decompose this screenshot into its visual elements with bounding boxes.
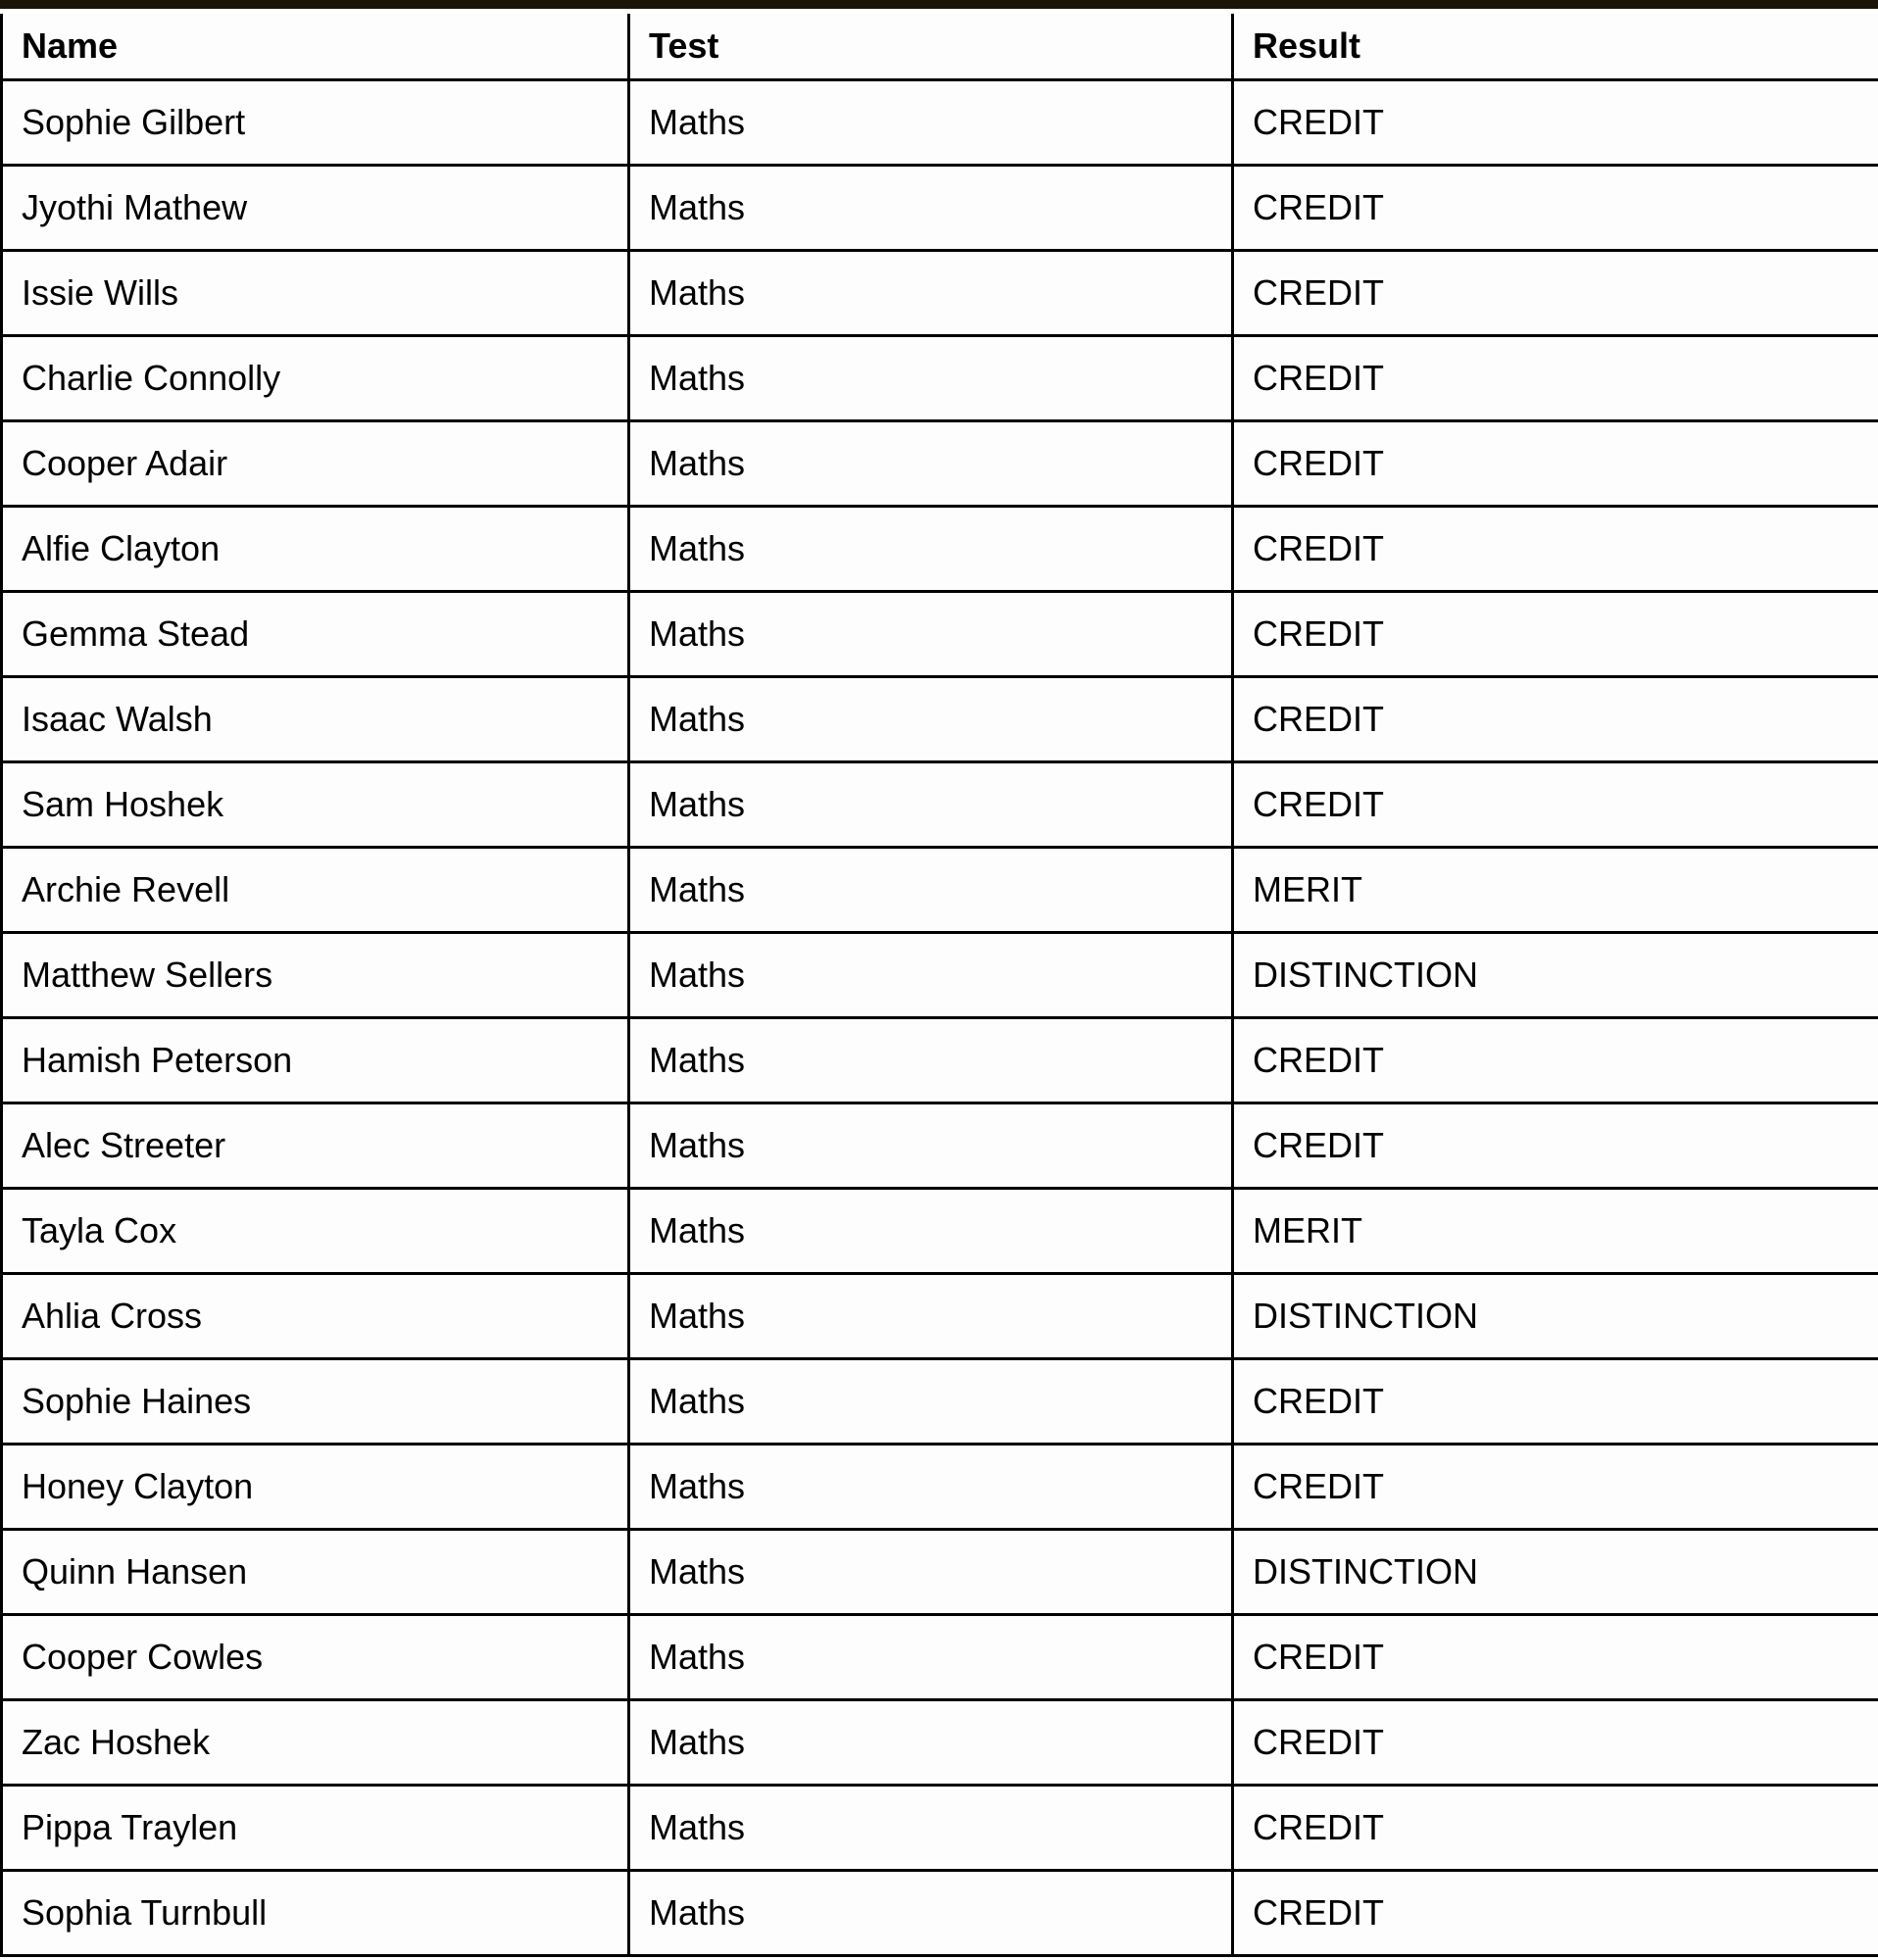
table-row xyxy=(2,1445,1878,1530)
student-name-cell: Sophie Haines xyxy=(2,1359,629,1445)
student-name-cell: Archie Revell xyxy=(2,848,629,933)
student-name-cell: Hamish Peterson xyxy=(2,1018,629,1103)
result-cell: CREDIT xyxy=(1233,1615,1878,1700)
test-cell: Maths xyxy=(629,1700,1233,1786)
result-cell: CREDIT xyxy=(1233,507,1878,592)
result-cell: CREDIT xyxy=(1233,336,1878,421)
test-cell: Maths xyxy=(629,592,1233,677)
student-name-cell: Alfie Clayton xyxy=(2,507,629,592)
table-row xyxy=(2,1274,1878,1359)
table-row xyxy=(2,166,1878,251)
result-cell: MERIT xyxy=(1233,848,1878,933)
result-cell: DISTINCTION xyxy=(1233,933,1878,1018)
table-row xyxy=(2,1530,1878,1615)
table-row xyxy=(2,80,1878,166)
result-cell: DISTINCTION xyxy=(1233,1530,1878,1615)
result-cell: CREDIT xyxy=(1233,166,1878,251)
student-name-cell: Cooper Adair xyxy=(2,421,629,507)
result-cell: CREDIT xyxy=(1233,1018,1878,1103)
table-row xyxy=(2,762,1878,848)
student-name-cell: Cooper Cowles xyxy=(2,1615,629,1700)
test-cell: Maths xyxy=(629,1615,1233,1700)
test-cell: Maths xyxy=(629,677,1233,762)
table-row xyxy=(2,1615,1878,1700)
table-row xyxy=(2,421,1878,507)
table-row xyxy=(2,1871,1878,1956)
student-name-cell: Ahlia Cross xyxy=(2,1274,629,1359)
test-cell: Maths xyxy=(629,1018,1233,1103)
test-cell: Maths xyxy=(629,1445,1233,1530)
test-cell: Maths xyxy=(629,1189,1233,1274)
student-name-cell: Tayla Cox xyxy=(2,1189,629,1274)
result-cell: CREDIT xyxy=(1233,762,1878,848)
student-name-cell: Matthew Sellers xyxy=(2,933,629,1018)
top-border-bar xyxy=(0,0,1878,9)
test-cell: Maths xyxy=(629,762,1233,848)
student-name-cell: Sam Hoshek xyxy=(2,762,629,848)
student-name-cell: Zac Hoshek xyxy=(2,1700,629,1786)
student-name-cell: Sophie Gilbert xyxy=(2,80,629,166)
result-cell: CREDIT xyxy=(1233,1359,1878,1445)
student-name-cell: Gemma Stead xyxy=(2,592,629,677)
student-name-cell: Alec Streeter xyxy=(2,1103,629,1189)
test-cell: Maths xyxy=(629,507,1233,592)
result-cell: CREDIT xyxy=(1233,1871,1878,1956)
table-row xyxy=(2,677,1878,762)
table-row xyxy=(2,933,1878,1018)
result-cell: CREDIT xyxy=(1233,1445,1878,1530)
test-cell: Maths xyxy=(629,1786,1233,1871)
table-row xyxy=(2,1018,1878,1103)
result-cell: CREDIT xyxy=(1233,1700,1878,1786)
student-name-cell: Honey Clayton xyxy=(2,1445,629,1530)
test-cell: Maths xyxy=(629,166,1233,251)
table-row xyxy=(2,251,1878,336)
result-cell: CREDIT xyxy=(1233,1103,1878,1189)
student-name-cell: Pippa Traylen xyxy=(2,1786,629,1871)
student-name-cell: Charlie Connolly xyxy=(2,336,629,421)
test-cell: Maths xyxy=(629,1274,1233,1359)
test-cell: Maths xyxy=(629,1103,1233,1189)
result-cell: CREDIT xyxy=(1233,80,1878,166)
result-cell: CREDIT xyxy=(1233,592,1878,677)
test-cell: Maths xyxy=(629,848,1233,933)
header-row xyxy=(2,14,1878,80)
results-table xyxy=(0,14,1878,1957)
test-cell: Maths xyxy=(629,336,1233,421)
result-cell: CREDIT xyxy=(1233,1786,1878,1871)
table-row xyxy=(2,592,1878,677)
table-row xyxy=(2,1189,1878,1274)
student-name-cell: Sophia Turnbull xyxy=(2,1871,629,1956)
test-cell: Maths xyxy=(629,933,1233,1018)
table-row xyxy=(2,848,1878,933)
table-row xyxy=(2,1359,1878,1445)
student-name-cell: Issie Wills xyxy=(2,251,629,336)
column-header-name: Name xyxy=(2,14,629,80)
test-cell: Maths xyxy=(629,80,1233,166)
test-cell: Maths xyxy=(629,421,1233,507)
table-row xyxy=(2,1103,1878,1189)
student-name-cell: Isaac Walsh xyxy=(2,677,629,762)
column-header-result: Result xyxy=(1233,14,1878,80)
table-row xyxy=(2,336,1878,421)
test-cell: Maths xyxy=(629,1359,1233,1445)
table-body xyxy=(2,80,1878,1956)
table-row xyxy=(2,1786,1878,1871)
student-name-cell: Quinn Hansen xyxy=(2,1530,629,1615)
result-cell: CREDIT xyxy=(1233,251,1878,336)
test-cell: Maths xyxy=(629,1530,1233,1615)
result-cell: CREDIT xyxy=(1233,421,1878,507)
result-cell: CREDIT xyxy=(1233,677,1878,762)
test-cell: Maths xyxy=(629,251,1233,336)
result-cell: MERIT xyxy=(1233,1189,1878,1274)
result-cell: DISTINCTION xyxy=(1233,1274,1878,1359)
table-row xyxy=(2,507,1878,592)
column-header-test: Test xyxy=(629,14,1233,80)
table-row xyxy=(2,1700,1878,1786)
student-name-cell: Jyothi Mathew xyxy=(2,166,629,251)
test-cell: Maths xyxy=(629,1871,1233,1956)
